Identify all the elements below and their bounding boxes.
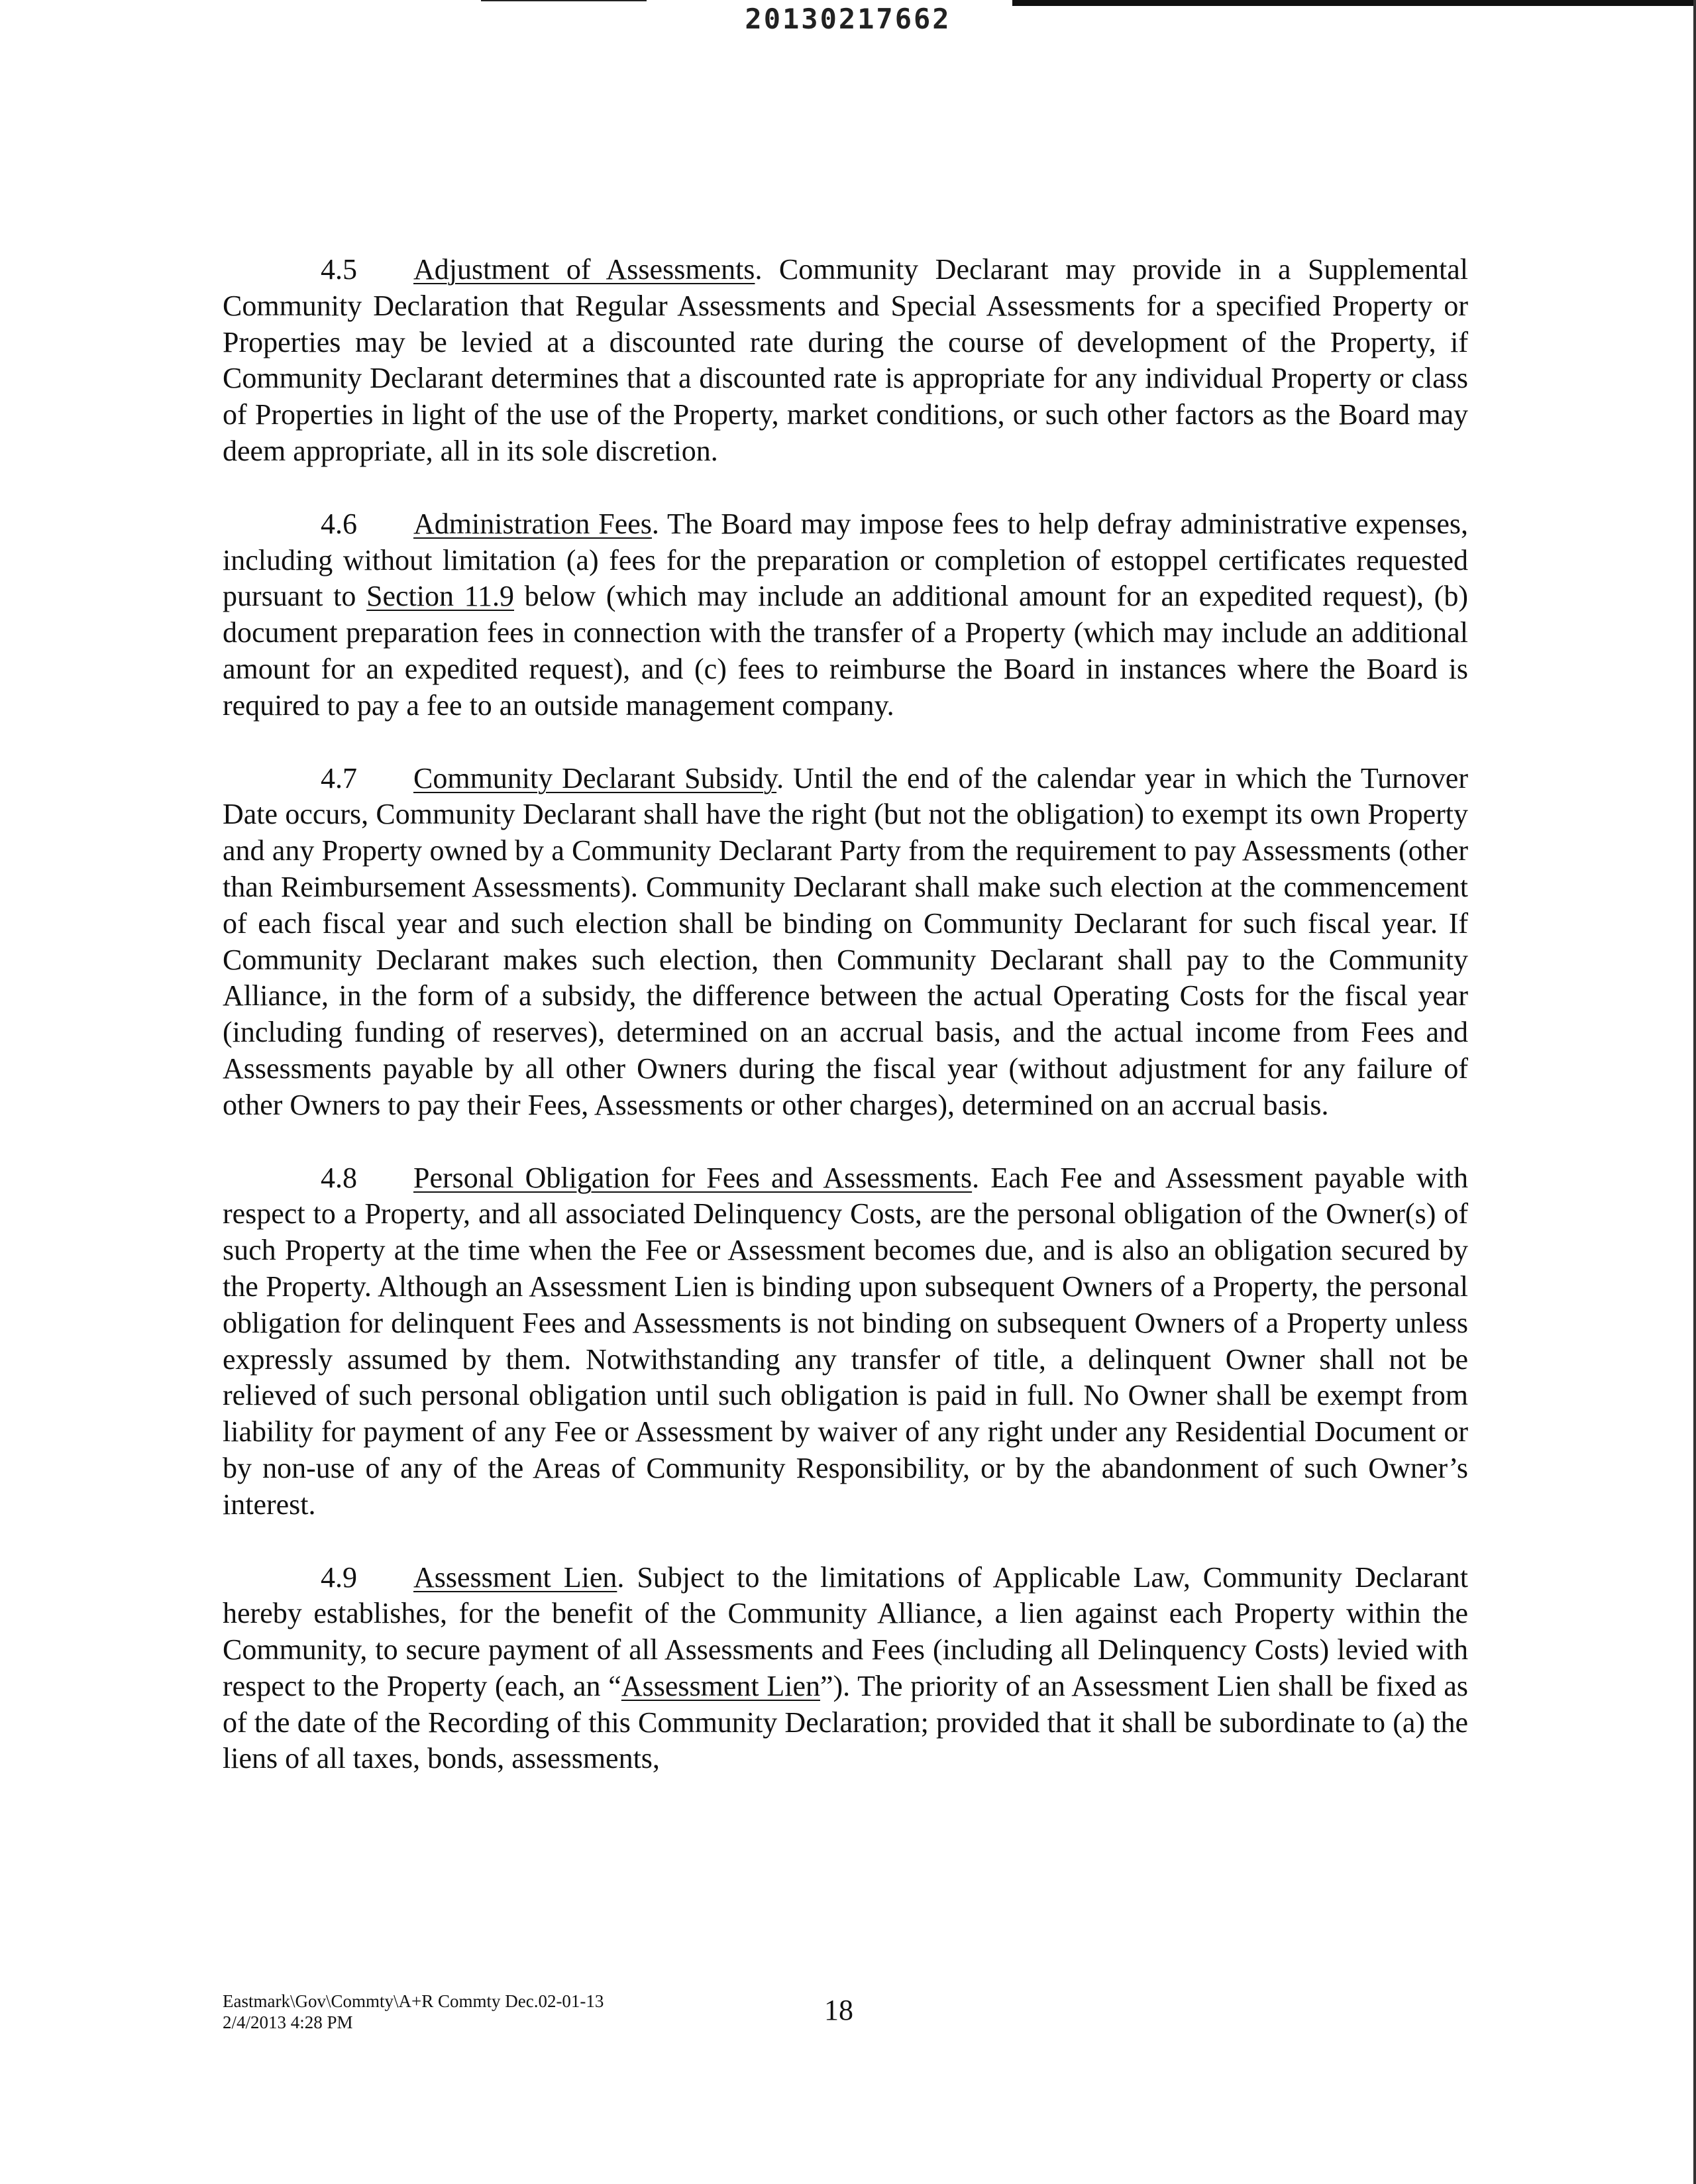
- section-heading: Assessment Lien: [413, 1560, 617, 1594]
- recording-number: 20130217662: [745, 3, 951, 35]
- section-number: 4.5: [321, 253, 357, 286]
- section-heading: Administration Fees: [413, 507, 652, 540]
- section-text: . Until the end of the calendar year in which the Turnover Date occurs, Community Declarant shall have the right (but not the obligation) to exempt its own Property and any Property owned by a Community Declarant Party from the requirement to pay Assessments (other than Reimbursement Assessments). Community Declarant shall make such election at the commencement of each fiscal year and such election shall be binding on Community Declarant for such fiscal year. If Community Declarant makes such election, then Community Declarant shall pay to the Community Alliance, in the form of a subsidy, the difference between the actual Operating Costs for the fiscal year (including funding of reserves), determined on an accrual basis, and the actual income from Fees and Assessments payable by all other Owners during the fiscal year (without adjustment for any failure of other Owners to pay their Fees, Assessments or other charges), determined on an accrual basis.: [223, 761, 1468, 1121]
- section-4-5: [223, 252, 1468, 470]
- section-text: . Each Fee and Assessment payable with respect to a Property, and all associated Delinquency Costs, are the personal obligation of the Owner(s) of such Property at the time when the Fee or Assessment becomes due, and is also an obligation secured by the Property. Although an Assessment Lien is binding upon subsequent Owners of a Property, the personal obligation for delinquent Fees and Assessments is not binding on subsequent Owners of a Property unless expressly assumed by them. Notwithstanding any transfer of title, a delinquent Owner shall not be relieved of such personal obligation until such obligation is paid in full. No Owner shall be exempt from liability for payment of any Fee or Assessment by waiver of any right under any Residential Document or by non-use of any of the Areas of Community Responsibility, or by the abandonment of such Owner’s interest.: [223, 1161, 1468, 1521]
- footer-timestamp: 2/4/2013 4:28 PM: [223, 2012, 353, 2032]
- section-4-8: [223, 1160, 1468, 1523]
- section-number: 4.6: [321, 507, 357, 540]
- section-heading: Adjustment of Assessments: [413, 253, 755, 286]
- section-text-continued: below (which may include an additional amount for an expedited request), (b) document preparation fees in connection with the transfer of a Property (which may include an additional amount for an expedited request), and (c) fees to reimburse the Board in instances where the Board is required to pay a fee to an outside management company.: [223, 580, 1468, 722]
- section-text-continued: ”). The priority of an Assessment Lien shall be fixed as of the date of the Recording of this Community Declaration; provided that it shall be subordinate to (a) the liens of all taxes, bonds, assessments,: [223, 1669, 1469, 1775]
- section-heading: Community Declarant Subsidy: [413, 761, 777, 794]
- section-heading: Personal Obligation for Fees and Assessments: [413, 1161, 973, 1194]
- document-body: [223, 252, 1468, 1814]
- page-right-edge: [1693, 0, 1696, 2184]
- page-number: 18: [824, 1994, 853, 2026]
- defined-term: Assessment Lien: [621, 1669, 820, 1702]
- section-4-7: [223, 761, 1468, 1124]
- section-4-9: [223, 1560, 1468, 1778]
- top-border-line-left: [481, 0, 647, 1]
- section-4-6: [223, 506, 1468, 724]
- section-text: . The Board may impose fees to help defray administrative expenses, including without limitation (a) fees for the preparation or completion of estoppel certificates requested pursuant to: [223, 507, 1468, 613]
- section-text: . Community Declarant may provide in a Supplemental Community Declaration that Regular Assessments and Special Assessments for a specified Property or Properties may be levied at a discounted rate during the course of development of the Property, if Community Declarant determines that a discounted rate is appropriate for any individual Property or class of Properties in light of the use of the Property, market conditions, or such other factors as the Board may deem appropriate, all in its sole discretion.: [223, 253, 1468, 467]
- section-text: . Subject to the limitations of Applicable Law, Community Declarant hereby establishes, for the benefit of the Community Alliance, a lien against each Property within the Community, to secure payment of all Assessments and Fees (including all Delinquency Costs) levied with respect to the Property (each, an “: [223, 1560, 1469, 1702]
- footer-file-path: Eastmark\Gov\Commty\A+R Commty Dec.02-01-13: [223, 1991, 604, 2011]
- section-reference: Section 11.9: [366, 580, 515, 613]
- section-number: 4.9: [321, 1560, 357, 1594]
- footer-file-info: [223, 1991, 604, 2033]
- section-number: 4.7: [321, 761, 357, 794]
- section-number: 4.8: [321, 1161, 357, 1194]
